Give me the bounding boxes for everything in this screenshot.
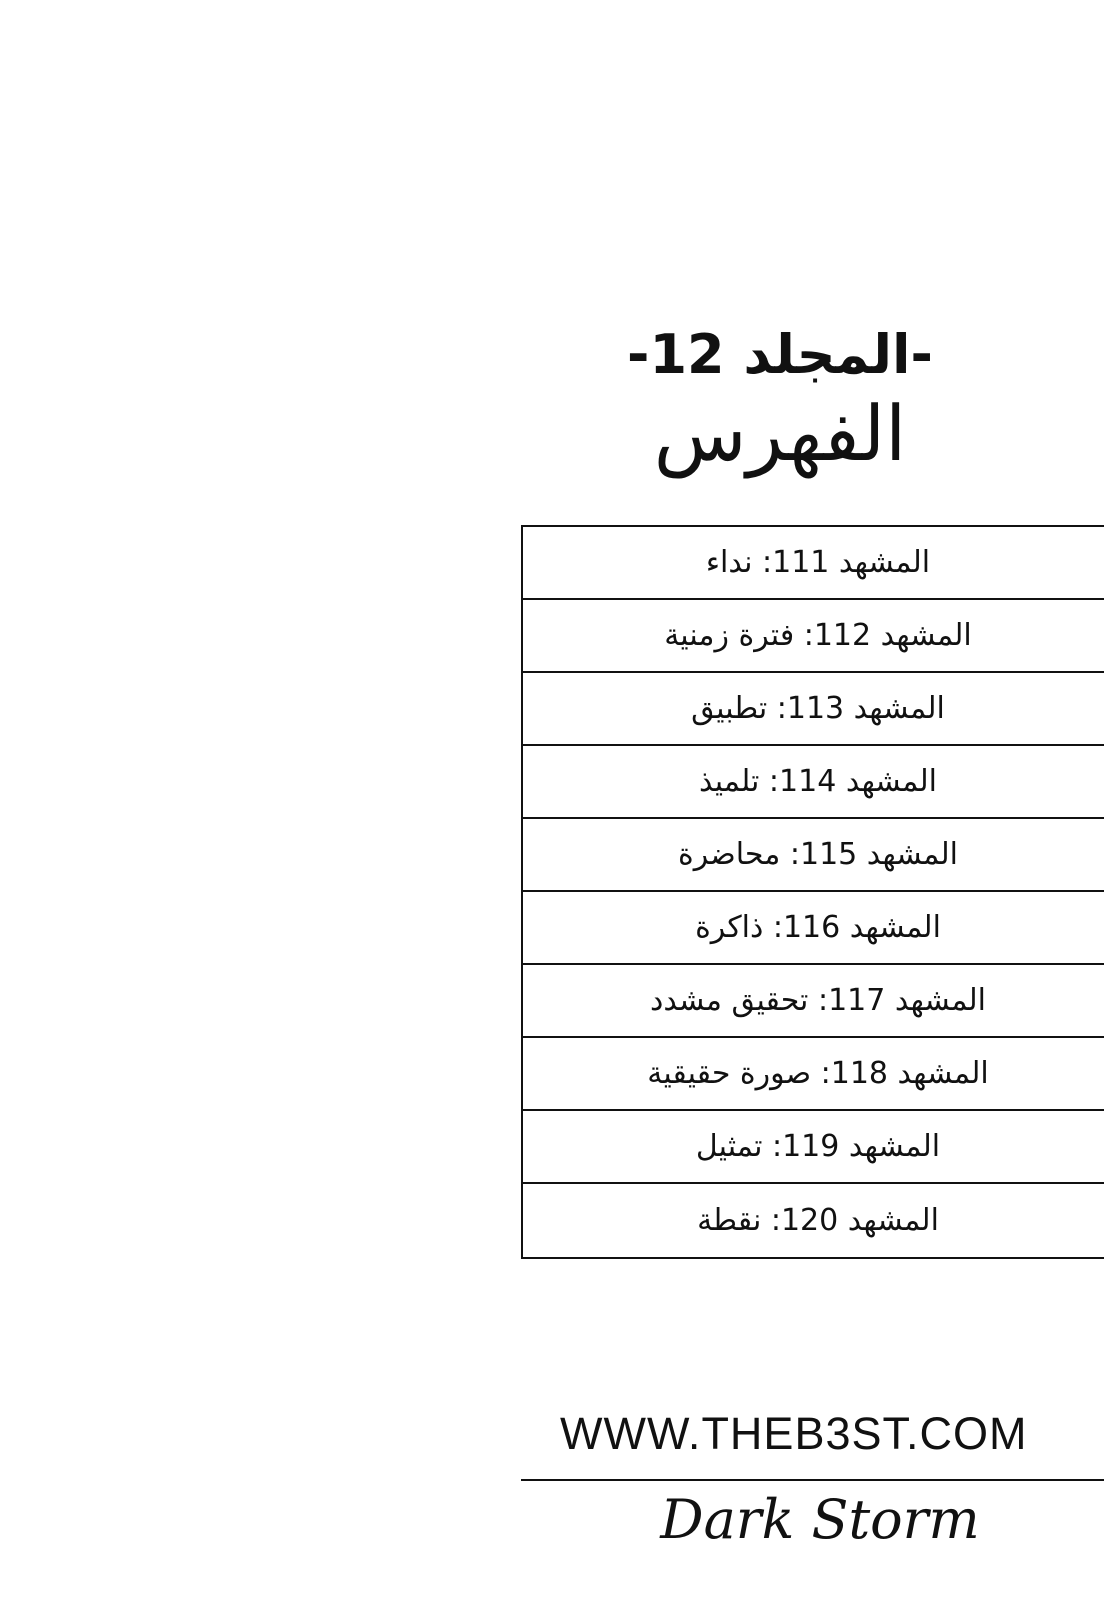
toc-row xyxy=(523,527,1104,600)
toc-row xyxy=(523,965,1104,1038)
toc-row xyxy=(523,600,1104,673)
toc-row xyxy=(523,892,1104,965)
toc-entry: المشهد 111: نداء xyxy=(705,545,931,580)
toc-row xyxy=(523,819,1104,892)
toc-entry: المشهد 119: تمثيل xyxy=(695,1129,941,1164)
toc-entry: المشهد 116: ذاكرة xyxy=(695,910,941,945)
footer-divider xyxy=(521,1479,1104,1481)
table-of-contents xyxy=(521,525,1104,1259)
toc-row xyxy=(523,1184,1104,1257)
toc-row xyxy=(523,746,1104,819)
index-heading: الفهرس xyxy=(653,389,907,478)
toc-row xyxy=(523,1111,1104,1184)
toc-entry: المشهد 112: فترة زمنية xyxy=(664,618,972,653)
toc-entry: المشهد 113: تطبيق xyxy=(691,691,945,726)
toc-entry: المشهد 118: صورة حقيقية xyxy=(647,1056,989,1091)
website-url: WWW.THEB3ST.COM xyxy=(560,1408,1028,1459)
toc-row xyxy=(523,673,1104,746)
toc-row xyxy=(523,1038,1104,1111)
signature: Dark Storm xyxy=(660,1488,980,1551)
volume-title: -المجلد 12- xyxy=(627,323,933,386)
toc-entry: المشهد 117: تحقيق مشدد xyxy=(649,983,987,1018)
toc-entry: المشهد 114: تلميذ xyxy=(698,764,938,799)
toc-entry: المشهد 115: محاضرة xyxy=(678,837,958,872)
toc-entry: المشهد 120: نقطة xyxy=(697,1203,939,1238)
